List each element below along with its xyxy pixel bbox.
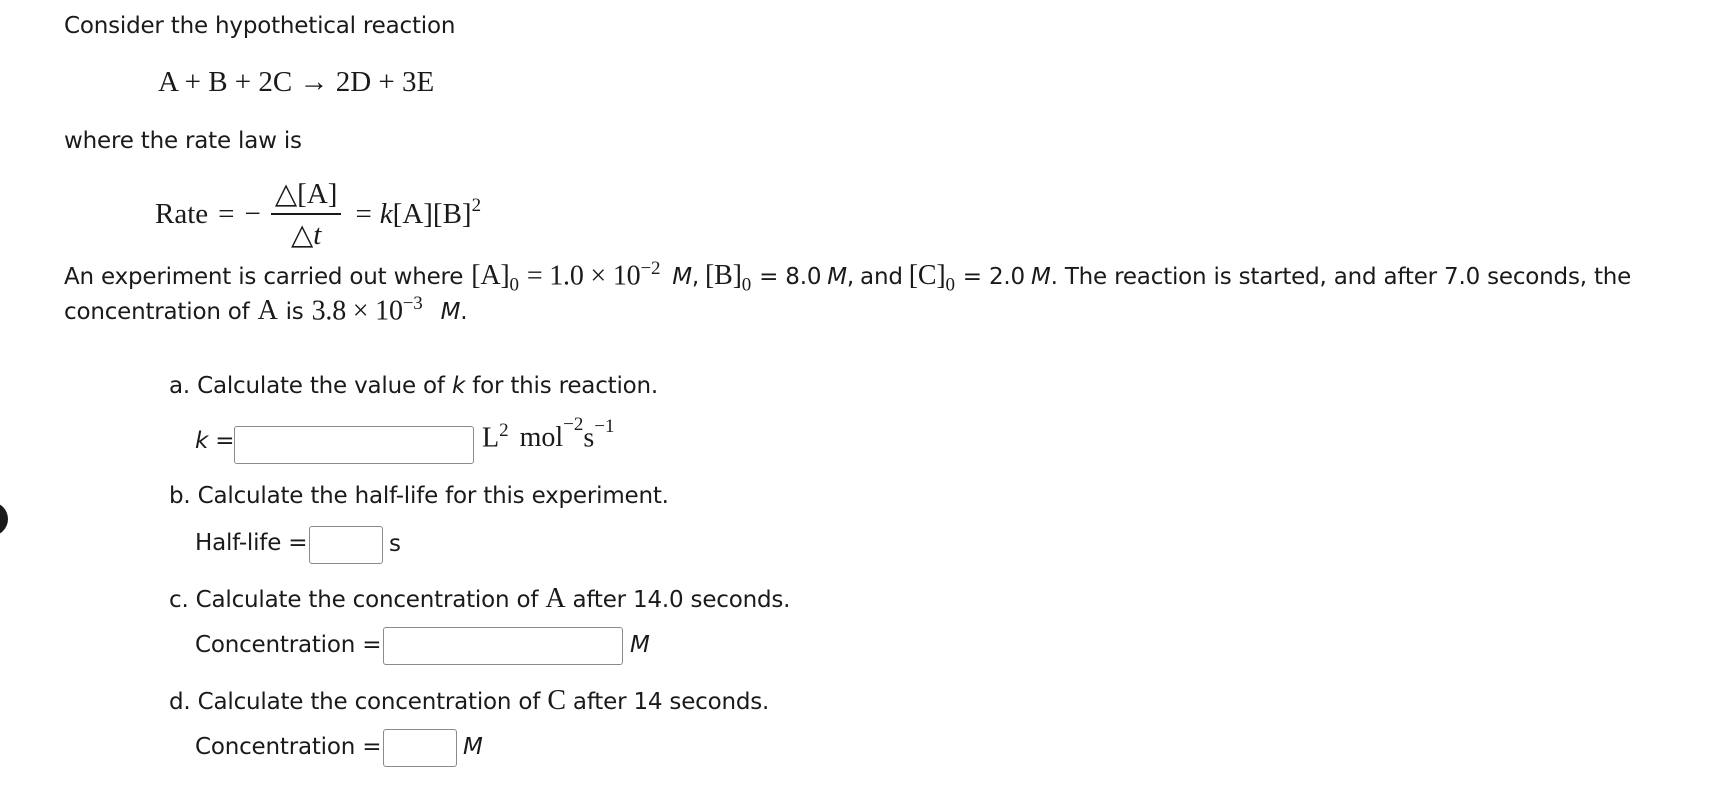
concentration-c-answer-box xyxy=(383,627,623,665)
question-c-prompt-post: after 14.0 seconds. xyxy=(572,587,791,613)
line2-value: $3.8 \times 10^{-3}$ xyxy=(311,293,423,327)
B0-symbol: $[B]_0$ xyxy=(705,260,752,296)
unit-s-exp: −1 xyxy=(594,416,615,437)
question-d-prompt xyxy=(169,685,769,717)
A0-value: = $1.0 \times 10^{-2}$ xyxy=(526,258,661,292)
fraction-denominator xyxy=(271,215,342,252)
line2-is: is xyxy=(285,299,304,326)
question-c-prompt xyxy=(169,583,790,615)
concentration-d-label: Concentration = xyxy=(195,734,382,760)
question-c-species: A xyxy=(545,583,566,614)
unit-M-2: M xyxy=(827,264,847,291)
intro-text: Consider the hypothetical reaction xyxy=(64,13,456,39)
rate-exponent: 2 xyxy=(471,195,482,216)
concentration-c-input[interactable] xyxy=(384,628,622,664)
and-text: and xyxy=(860,264,903,291)
unit-M-3: M xyxy=(1030,264,1051,291)
unit-s: s xyxy=(583,422,595,454)
half-life-answer-box xyxy=(309,526,383,564)
experiment-line-1: An experiment is carried out where $[A]_0$ = $1.0 \times 10^{-2}$ M , $[B]_0$ = 8.0 M , and $[C]_0$ = 2.0 M . The reaction is started, and after 7.0 seconds, the xyxy=(64,258,1632,296)
B0-value: = 8.0 xyxy=(759,264,822,291)
question-b-prompt: b. Calculate the half-life for this experiment. xyxy=(169,483,669,509)
rate-law-equation xyxy=(155,176,481,252)
C0-value: = 2.0 xyxy=(962,264,1025,291)
rate-constant-k: k xyxy=(379,197,393,230)
unit-L: L xyxy=(482,422,500,454)
concentration-d-input[interactable] xyxy=(384,730,456,766)
unit-M-1: M xyxy=(672,264,692,291)
C0-symbol: $[C]_0$ xyxy=(908,260,955,296)
question-a-prompt-pre: a. Calculate the value of xyxy=(169,373,445,399)
question-a-label xyxy=(195,428,234,454)
question-a-prompt xyxy=(169,373,658,399)
edge-tab-marker xyxy=(0,502,8,536)
k-label: k xyxy=(195,428,209,454)
half-life-unit: s xyxy=(389,531,401,557)
delta-symbol: △ xyxy=(290,219,314,251)
question-a-prompt-post: for this reaction. xyxy=(472,373,659,399)
line2-species-A: A xyxy=(257,295,278,327)
rate-concentrations: [A][B] xyxy=(392,197,472,230)
concentration-c-label: Concentration = xyxy=(195,632,382,658)
experiment-line-2: concentration of A is $3.8 \times 10^{-3}$ M . xyxy=(64,293,468,327)
equals-sign-2: = xyxy=(355,197,372,230)
rate-law-intro: where the rate law is xyxy=(64,128,302,154)
question-d-species: C xyxy=(547,685,566,716)
k-answer-box xyxy=(234,426,474,464)
equals-sign: = xyxy=(218,197,235,230)
time-variable: t xyxy=(313,219,322,251)
half-life-label: Half-life = xyxy=(195,530,308,556)
question-d-prompt-post: after 14 seconds. xyxy=(572,689,770,715)
fraction-numerator: △[A] xyxy=(271,176,342,215)
line2-unit-M: M xyxy=(440,299,461,326)
rate-label: Rate xyxy=(155,197,209,230)
A0-symbol: $[A]_0$ xyxy=(471,260,519,296)
question-c-prompt-pre: c. Calculate the concentration of xyxy=(169,587,539,613)
line2-start: concentration of xyxy=(64,299,250,326)
unit-L-exp: 2 xyxy=(499,420,509,441)
concentration-d-answer-box xyxy=(383,729,457,767)
half-life-input[interactable] xyxy=(310,527,382,563)
unit-mol: mol xyxy=(519,422,564,454)
experiment-text-start: An experiment is carried out where xyxy=(64,264,464,291)
question-a-var: k xyxy=(451,373,466,399)
question-d-prompt-pre: d. Calculate the concentration of xyxy=(169,689,541,715)
k-equals: = xyxy=(215,428,235,454)
k-units xyxy=(482,414,615,454)
reaction-equation: A + B + 2C → 2D + 3E xyxy=(158,66,435,98)
concentration-c-unit: M xyxy=(630,632,650,658)
minus-sign: − xyxy=(244,197,261,230)
k-answer-input[interactable] xyxy=(235,427,473,463)
concentration-d-unit: M xyxy=(463,734,483,760)
experiment-text-end: . The reaction is started, and after 7.0 seconds, the xyxy=(1050,264,1632,291)
unit-mol-exp: −2 xyxy=(563,414,584,435)
rate-fraction xyxy=(271,176,342,252)
